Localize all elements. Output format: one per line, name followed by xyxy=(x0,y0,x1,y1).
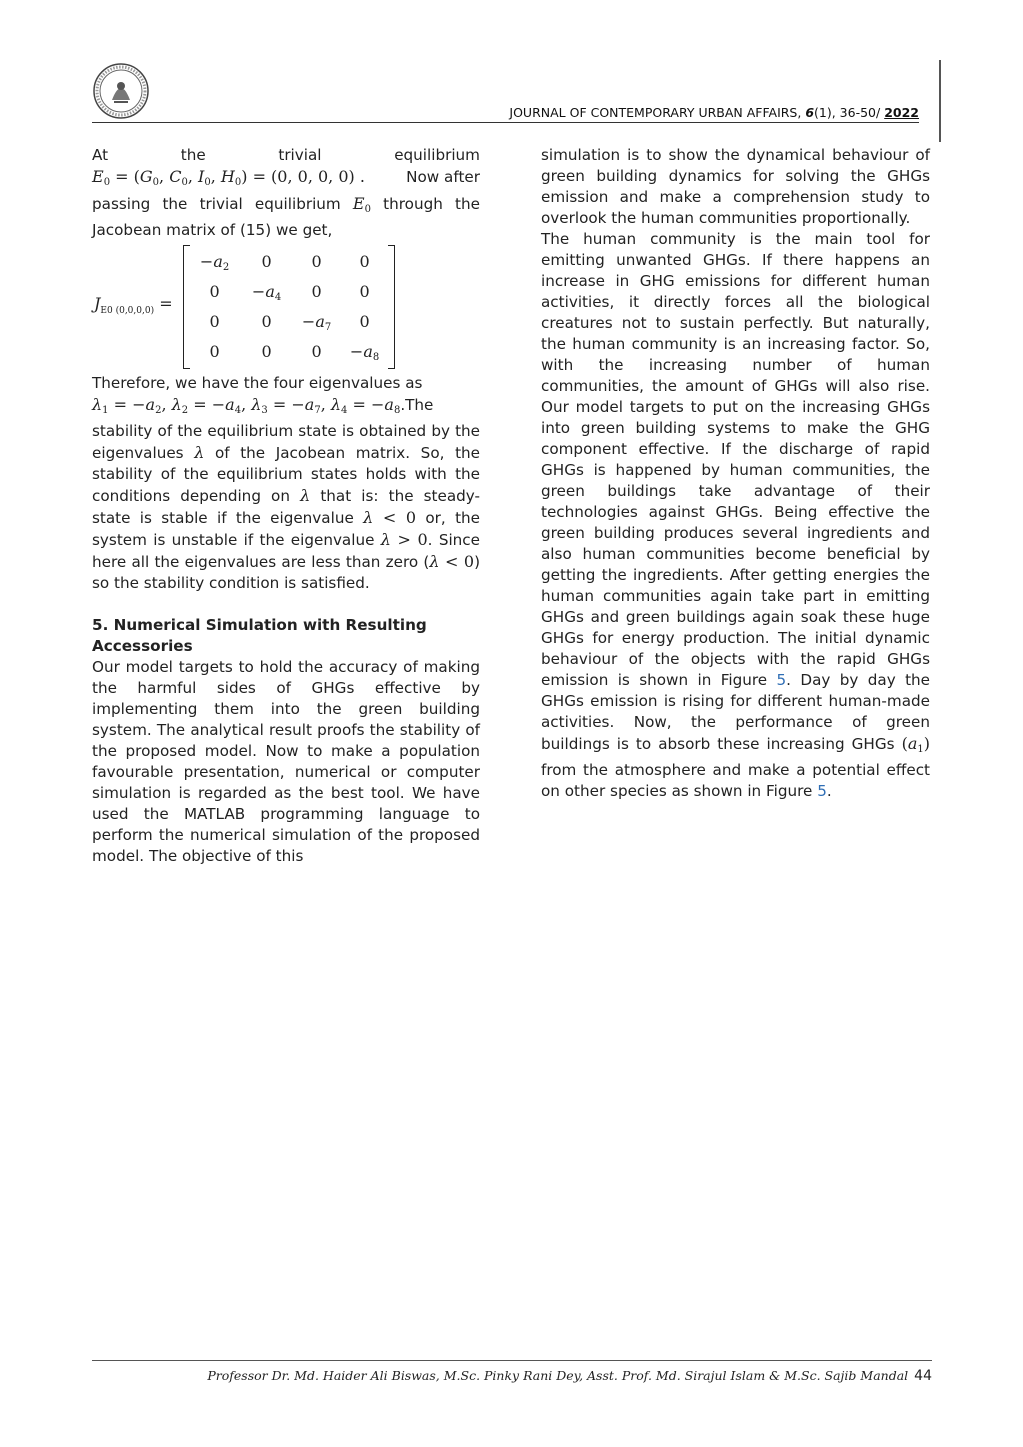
left-column xyxy=(92,145,480,867)
matrix-cell: 0 xyxy=(359,252,370,271)
matrix-cell: 0 xyxy=(359,282,370,301)
matrix-cell: 0 xyxy=(359,312,370,331)
jacobian-intro-paragraph xyxy=(92,193,480,241)
footer-authors: Professor Dr. Md. Haider Ali Biswas, M.Sc. Pinky Rani Dey, Asst. Prof. Md. Sirajul Islam & M.Sc. Sajib Mandal xyxy=(207,1368,909,1383)
equilibrium-intro-line xyxy=(92,145,480,166)
matrix-cell: 0 xyxy=(209,282,220,301)
text-span: The human community is the main tool for emitting unwanted GHGs. If there happens an increase in GHG emissions for different human activities, it directly forces all the biological creatures not to sustain perfectly. But naturally, the human community is an increasing factor. So, with the increasing number of human communities, the amount of GHGs will also rise. Our model targets to put on the increasing GHGs into green building systems to make the GHG component effective. If the discharge of rapid GHGs is happened by human communities, the green buildings take advantage of their technologies against GHGs. Being effective the green building produces several ingredients and also human communities become beneficial by getting the ingredients. After getting energies the human communities again take part in emitting GHGs and green buildings again soak these huge GHGs for energy production. The initial dynamic behaviour of the objects with the rapid GHGs emission is shown in Figure xyxy=(541,230,930,689)
stable-condition: λ < 0 xyxy=(363,508,417,527)
intro-word: equilibrium xyxy=(394,146,480,164)
text-span: . Day by day the GHGs emission is rising for different human-made activities. Now, the performance of green buildings is to absorb these increasing GHGs xyxy=(541,671,931,753)
text-span: ) so the stability condition is satisfied. xyxy=(92,553,481,592)
trivial-equilibrium-equation: $E_0 = (G_0$, $C_0$, $I_0$, $H_0) = (0$, 0, 0, 0) . xyxy=(92,167,365,188)
matrix-cell: 0 xyxy=(261,312,272,331)
negative-condition: λ < 0 xyxy=(429,552,475,571)
matrix-cell: 0 xyxy=(261,252,272,271)
eigenvalue-equations: $\lambda_1 = -a_2$, $\lambda_2 = -a_4$, $\lambda_3 = -a_7$, $\lambda_4 = -a_8$ xyxy=(92,395,401,416)
intro-word: the xyxy=(180,146,206,164)
matrix-cell: $-a_2$ xyxy=(199,252,230,273)
eigenvalue-list-line xyxy=(92,394,480,421)
now-after-text: Now after xyxy=(406,168,480,186)
matrix-cell: $-a_7$ xyxy=(301,312,332,333)
intro-word: trivial xyxy=(278,146,322,164)
jacobian-subscript: E0 (0,0,0,0) xyxy=(100,305,155,316)
journal-volume: 6 xyxy=(805,105,815,120)
section-heading: 5. Numerical Simulation with Resulting Accessories xyxy=(92,616,427,655)
journal-name: JOURNAL OF CONTEMPORARY URBAN AFFAIRS, xyxy=(509,105,806,120)
lambda-symbol: λ xyxy=(300,486,311,505)
text-span: or, the system is unstable if the eigenvalue xyxy=(92,509,480,549)
figure-reference-link[interactable]: 5 xyxy=(817,782,827,800)
unstable-condition: λ > 0 xyxy=(380,530,428,549)
footer-rule xyxy=(92,1360,932,1361)
matrix-cell: 0 xyxy=(209,312,220,331)
simulation-paragraph: Our model targets to hold the accuracy of making the harmful sides of GHGs effective by implementing them into the green building system. The analytical result proofs the stability of the proposed model. Now to make a population favourable presentation, numerical or computer simulation is regarded as the best tool. We have used the MATLAB programming language to perform the numerical simulation of the proposed model. The objective of this xyxy=(92,658,480,865)
human-community-paragraph xyxy=(541,229,930,802)
text-span: .The xyxy=(400,396,434,414)
jacobian-label: $J_{E0 (0,0,0,0)}$ = xyxy=(94,293,173,316)
journal-year: 2022 xyxy=(884,105,919,120)
journal-issue-pages: (1), 36-50/ xyxy=(814,105,885,120)
text-span: stability of the equilibrium state is obtained by the eigenvalues xyxy=(92,422,480,462)
eigenvalue-intro-paragraph: Therefore, we have the four eigenvalues as xyxy=(92,374,423,392)
trivial-equilibrium-line xyxy=(92,166,480,193)
text-span: from the atmosphere and make a potential effect on other species as shown in Figure xyxy=(541,761,930,800)
equilibrium-symbol: $E_0$ xyxy=(352,194,371,215)
matrix-cell: 0 xyxy=(311,252,322,271)
matrix-cell: 0 xyxy=(209,342,220,361)
intro-word: At xyxy=(92,146,109,164)
jacobian-matrix-equation xyxy=(94,245,480,369)
text-span: passing the trivial equilibrium xyxy=(92,195,353,213)
simulation-continued-paragraph: simulation is to show the dynamical behaviour of green building dynamics for solving the GHGs emission and make a comprehension study to overlook the human communities proportionally. xyxy=(541,146,930,227)
text-span: . Since here all the eigenvalues are less than zero ( xyxy=(92,531,481,571)
jacobian-symbol: J xyxy=(94,293,101,313)
matrix-cell: $-a_8$ xyxy=(349,342,380,363)
text-span: that is: the steady-state is stable if the eigenvalue xyxy=(92,487,480,527)
text-span: through the Jacobean matrix of (15) we get, xyxy=(92,195,480,239)
text-span: . xyxy=(826,782,832,800)
jacobian-matrix xyxy=(183,245,395,369)
right-column xyxy=(541,145,930,802)
journal-header xyxy=(92,104,919,123)
figure-reference-link[interactable]: 5 xyxy=(776,671,787,689)
matrix-cell: 0 xyxy=(261,342,272,361)
page-number: 44 xyxy=(914,1368,932,1384)
stability-paragraph xyxy=(92,421,480,594)
page-footer xyxy=(92,1367,932,1385)
matrix-cell: $-a_4$ xyxy=(251,282,282,303)
text-span: of the Jacobean matrix. So, the stability of the equilibrium states holds with the conditions depending on xyxy=(92,444,480,505)
header-vertical-bar xyxy=(939,60,941,142)
ghg-parameter: $(a_1)$ xyxy=(901,734,930,755)
matrix-cell: 0 xyxy=(311,282,322,301)
lambda-symbol: λ xyxy=(194,443,205,462)
matrix-cell: 0 xyxy=(311,342,322,361)
